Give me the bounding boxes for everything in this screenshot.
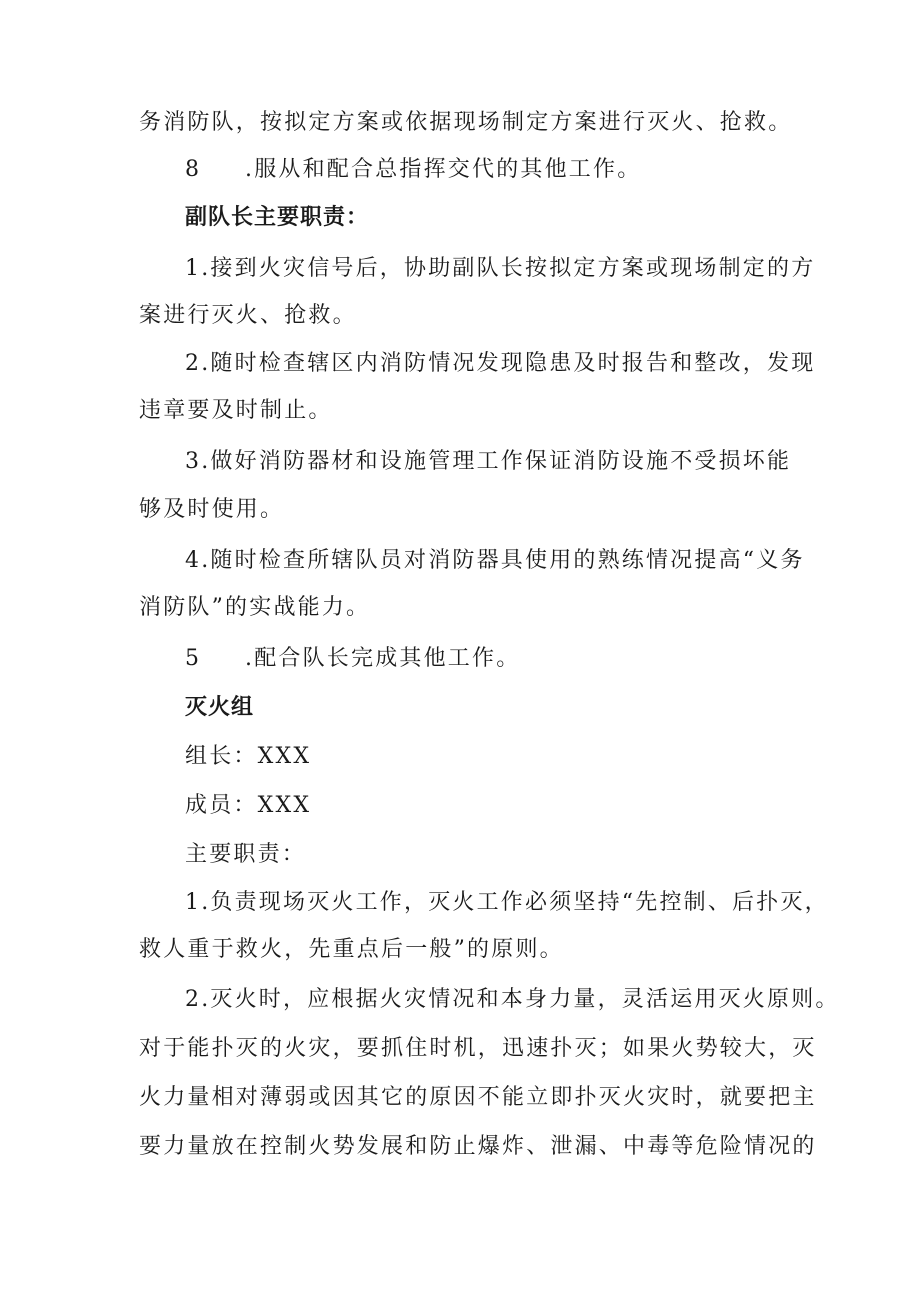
section-heading-fire-group: 灭火组: [185, 695, 255, 720]
paragraph-line: 3.做好消防器材和设施管理工作保证消防设施不受损坏能: [185, 449, 792, 474]
item-number: 5: [185, 646, 202, 671]
paragraph-line: 要力量放在控制火势发展和防止爆炸、泄漏、中毒等危险情况的: [139, 1134, 817, 1159]
item-text: .服从和配合总指挥交代的其他工作。: [245, 157, 642, 182]
item-text: .配合队长完成其他工作。: [245, 646, 521, 671]
paragraph-line: 4.随时检查所辖队员对消防器具使用的熟练情况提高“义务: [185, 548, 805, 573]
paragraph-line: 1.接到火灾信号后，协助副队长按拟定方案或现场制定的方: [185, 256, 816, 281]
list-item-5: [185, 644, 520, 674]
group-members: 成员：XXX: [185, 793, 312, 818]
paragraph-line: 火力量相对薄弱或因其它的原因不能立即扑灭火灾时，就要把主: [139, 1085, 817, 1110]
paragraph-line: 消防队”的实战能力。: [139, 595, 371, 620]
paragraph-line: 1.负责现场灭火工作，灭火工作必须坚持“先控制、后扑灭，: [185, 890, 829, 915]
paragraph-line: 务消防队，按拟定方案或依据现场制定方案进行灭火、抢救。: [139, 110, 793, 135]
paragraph-line: 案进行灭火、抢救。: [139, 303, 357, 328]
section-heading-deputy: 副队长主要职责：: [185, 205, 370, 230]
paragraph-line: 够及时使用。: [139, 497, 285, 522]
list-item-8: [185, 155, 641, 185]
item-number: 8: [185, 157, 202, 182]
group-leader: 组长：XXX: [185, 744, 312, 769]
paragraph-line: 对于能扑灭的火灾，要抓住时机，迅速扑灭；如果火势较大，灭: [139, 1036, 817, 1061]
paragraph-line: 违章要及时制止。: [139, 398, 333, 423]
duties-label: 主要职责：: [185, 842, 307, 867]
paragraph-line: 2.灭火时，应根据火灾情况和本身力量，灵活运用灭火原则。: [185, 987, 840, 1012]
paragraph-line: 救人重于救火，先重点后一般”的原则。: [139, 937, 564, 962]
paragraph-line: 2.随时检查辖区内消防情况发现隐患及时报告和整改，发现: [185, 351, 816, 376]
